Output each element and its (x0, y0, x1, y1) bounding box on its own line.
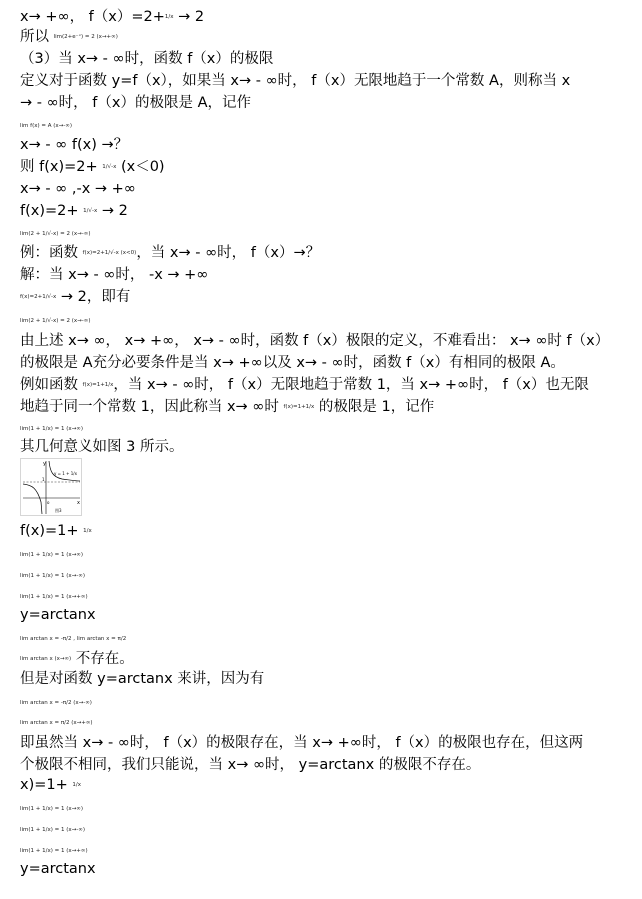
figure-3-graph (20, 458, 82, 516)
figure-frame (21, 459, 82, 516)
formula-line-31: lim arctan x = π/2 (x→+∞) (20, 719, 93, 726)
formula-line-27: lim arctan x = -π/2 , lim arctan x = π/2 (20, 635, 127, 642)
text-line-21: 其几何意义如图 3 所示。 (20, 439, 184, 455)
curve-label: y = 1 + 1/x (54, 471, 77, 476)
text-line-29: 但是对函数 y=arctanx 来讲，因为有 (20, 671, 265, 687)
text-line-10: f(x)=2+ 1/√-x → 2 (20, 203, 128, 219)
text-line-4: 定义对于函数 y=f（x），如果当 x→ - ∞时， f（x）无限地趋于一个常数 A，则称当 x (20, 73, 571, 89)
asymptote-value-label: 1 (42, 477, 45, 482)
figure-caption: 图3 (55, 508, 62, 513)
formula-line-23: lim(1 + 1/x) = 1 (x→∞) (20, 551, 84, 558)
text-line-17: 的极限是 A充分必要条件是当 x→ +∞以及 x→ - ∞时，函数 f（x）有相同的极限 A。 (20, 355, 565, 371)
text-line-7: x→ - ∞ f(x) →？ (20, 137, 129, 153)
formula-line-15: lim(2 + 1/√-x) = 2 (x→-∞) (20, 317, 91, 324)
y-axis-label: y (43, 461, 46, 467)
text-line-19: 地趋于同一个常数 1，因此称当 x→ ∞时 f(x)=1+1/x 的极限是 1，记作 (20, 399, 435, 415)
formula-line-20: lim(1 + 1/x) = 1 (x→∞) (20, 425, 84, 432)
text-line-9: x→ - ∞ ,-x → +∞ (20, 181, 136, 197)
formula-line-36: lim(1 + 1/x) = 1 (x→-∞) (20, 826, 85, 833)
formula-line-24: lim(1 + 1/x) = 1 (x→-∞) (20, 572, 85, 579)
text-line-28: lim arctan x (x→∞) 不存在。 (20, 651, 134, 667)
formula-line-37: lim(1 + 1/x) = 1 (x→+∞) (20, 847, 88, 854)
text-line-26: y=arctanx (20, 607, 96, 623)
formula-line-11: lim(2 + 1/√-x) = 2 (x→-∞) (20, 230, 91, 237)
x-axis-label: x (77, 500, 80, 506)
text-line-34: x)=1+ 1/x (20, 777, 81, 793)
formula-line-25: lim(1 + 1/x) = 1 (x→+∞) (20, 593, 88, 600)
formula-line-30: lim arctan x = -π/2 (x→-∞) (20, 699, 92, 706)
text-line-22: f(x)=1+ 1/x (20, 523, 92, 539)
text-line-8: 则 f(x)=2+ 1/√-x (x＜0) (20, 159, 165, 175)
text-line-3: （3）当 x→ - ∞时，函数 f（x）的极限 (20, 51, 274, 67)
text-line-2: 所以 lim(2+e⁻ˣ) = 2 (x→+∞) (20, 29, 118, 45)
text-line-16: 由上述 x→ ∞， x→ +∞， x→ - ∞时，函数 f（x）极限的定义，不难看出： x→ ∞时 f（x） (20, 333, 610, 349)
text-line-33: 个极限不相同，我们只能说，当 x→ ∞时， y=arctanx 的极限不存在。 (20, 757, 481, 773)
formula-line-6: lim f(x) = A (x→-∞) (20, 122, 72, 129)
text-line-32: 即虽然当 x→ - ∞时， f（x）的极限存在，当 x→ +∞时， f（x）的极限也存在，但这两 (20, 735, 584, 751)
text-line-18: 例如函数 f(x)=1+1/x，当 x→ - ∞时， f（x）无限地趋于常数 1，当 x→ +∞时， f（x）也无限 (20, 377, 589, 393)
text-line-14: f(x)=2+1/√-x → 2，即有 (20, 289, 131, 305)
text-line-38: y=arctanx (20, 861, 96, 877)
text-line-13: 解：当 x→ - ∞时， -x → +∞ (20, 267, 209, 283)
formula-line-35: lim(1 + 1/x) = 1 (x→∞) (20, 805, 84, 812)
text-line-5: → - ∞时， f（x）的极限是 A，记作 (20, 95, 252, 111)
origin-label: o (47, 500, 50, 505)
text-line-12: 例：函数 f(x)=2+1/√-x (x<0)，当 x→ - ∞时， f（x）→？ (20, 245, 321, 261)
text-line-1: x→ +∞， f（x）=2+1/x → 2 (20, 9, 205, 25)
